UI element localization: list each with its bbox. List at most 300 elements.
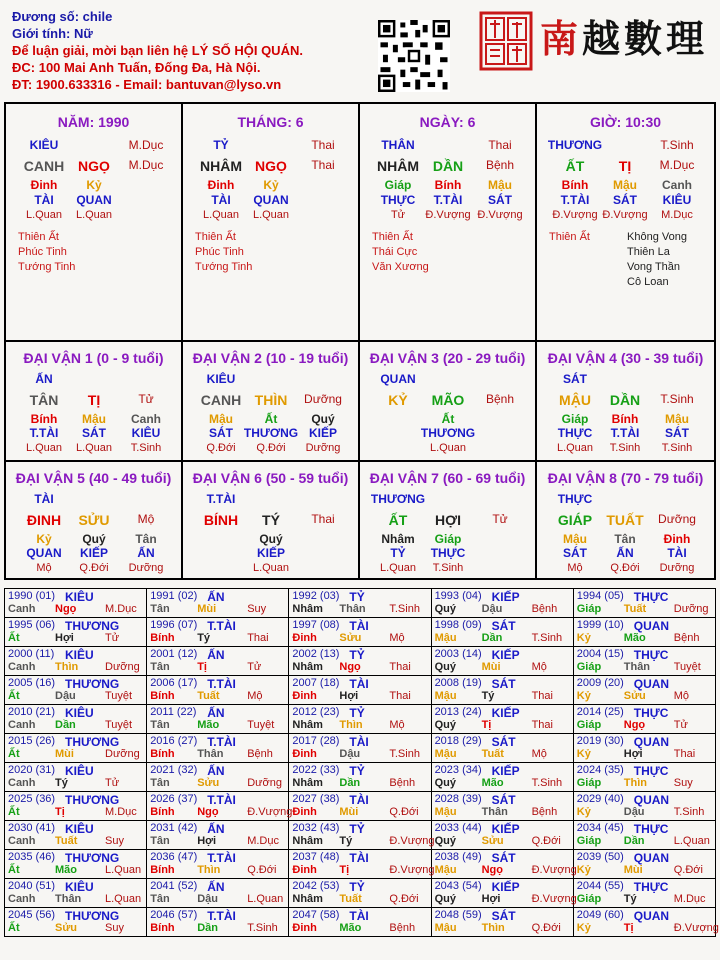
year-label: 2027 (38) xyxy=(292,793,340,805)
year-stem: Đinh xyxy=(292,806,317,818)
year-god: QUAN xyxy=(633,677,670,691)
top-god: THƯƠNG xyxy=(547,138,603,152)
year-god: THỰC xyxy=(633,706,669,720)
dai-van-hidden: Bính xyxy=(611,412,639,426)
year-stage: Dưỡng xyxy=(105,661,140,673)
dai-van-hidden: Tân xyxy=(135,532,157,546)
dai-van-hidden: Nhâm xyxy=(381,532,415,546)
year-cell xyxy=(573,676,715,705)
year-god: KIẾP xyxy=(491,648,520,662)
year-branch: Dần xyxy=(339,777,361,789)
heavenly-stem: ẤT xyxy=(565,158,585,174)
year-stage: Dưỡng xyxy=(105,748,140,760)
year-cell xyxy=(5,676,147,705)
branch-stage: M.Dục xyxy=(659,158,695,172)
dai-van-stem: CANH xyxy=(200,392,242,408)
year-god: THỰC xyxy=(633,880,669,894)
year-branch: Tuất xyxy=(339,893,362,905)
dai-van-god: ẤN xyxy=(35,372,53,386)
pillar-title: NGÀY: 6 xyxy=(419,114,476,130)
year-stage: M.Dục xyxy=(105,806,137,818)
year-row xyxy=(5,821,716,850)
year-label: 2014 (25) xyxy=(576,706,624,718)
year-god: THỰC xyxy=(633,648,669,662)
dai-van-hidden-stage: Q.Đới xyxy=(610,562,640,574)
dai-van-hidden-stage: L.Quan xyxy=(556,442,594,454)
year-god: T.TÀI xyxy=(207,909,236,923)
year-label: 2045 (56) xyxy=(8,909,56,921)
year-god: ẤN xyxy=(207,706,225,720)
year-stage: Mộ xyxy=(247,690,263,702)
dai-van-hidden-stage: T.Sinh xyxy=(609,442,641,454)
hidden-god: T.TÀI xyxy=(560,193,590,207)
year-cell xyxy=(431,763,573,792)
year-god: THƯƠNG xyxy=(65,677,120,691)
dai-van-hidden-stage: T.Sinh xyxy=(661,442,693,454)
hidden-god: QUAN xyxy=(76,193,112,207)
year-stage: Bệnh xyxy=(389,777,416,789)
year-stem: Đinh xyxy=(292,922,317,934)
year-stage: Bệnh xyxy=(389,922,416,934)
dai-van-hidden-stage: T.Sinh xyxy=(432,562,464,574)
dai-van-hidden-god: ẤN xyxy=(137,546,155,560)
year-stage: Mộ xyxy=(673,690,690,702)
year-label: 1999 (10) xyxy=(576,619,624,631)
year-row xyxy=(5,618,716,647)
year-stage: Tử xyxy=(105,632,120,644)
star: Phúc Tinh xyxy=(195,246,244,258)
dai-van-hidden-god: SÁT xyxy=(665,426,689,440)
year-stage: L.Quan xyxy=(247,893,284,905)
year-stage: Tuyệt xyxy=(247,719,275,731)
svg-text:越: 越 xyxy=(582,16,623,61)
year-god: THƯƠNG xyxy=(65,909,120,923)
year-label: 2023 (34) xyxy=(434,764,482,776)
dai-van-hidden: Đinh xyxy=(663,532,691,546)
hidden-stem: Bính xyxy=(434,178,462,192)
year-branch: Thân xyxy=(623,661,651,673)
year-stem: Bính xyxy=(150,806,175,818)
top-god: THÂN xyxy=(381,138,415,152)
year-branch: Dần xyxy=(55,719,76,731)
year-stage: Đ.Vượng xyxy=(531,864,577,876)
hidden-stage: L.Quan xyxy=(252,209,290,221)
dai-van-hidden-god: ẤN xyxy=(616,546,634,560)
year-god: THƯƠNG xyxy=(65,851,120,865)
year-label: 2013 (24) xyxy=(434,706,482,718)
year-branch: Mùi xyxy=(623,864,643,876)
year-branch: Dần xyxy=(481,632,503,644)
dai-van-title: ĐẠI VẬN 1 (0 - 9 tuổi) xyxy=(23,350,164,366)
year-branch: Mùi xyxy=(197,603,217,615)
hidden-stage: Đ.Vượng xyxy=(477,209,523,221)
year-stage: Đ.Vượng xyxy=(389,864,435,876)
year-stage: L.Quan xyxy=(105,893,142,905)
year-stem: Giáp xyxy=(576,835,602,847)
heavenly-stem: CANH xyxy=(23,158,65,174)
dai-van-hidden: Bính xyxy=(30,412,58,426)
dai-van-hidden-stage: Dưỡng xyxy=(305,442,341,454)
dai-van-cell xyxy=(183,462,360,580)
year-branch: Mão xyxy=(623,632,646,644)
year-cell xyxy=(147,792,293,821)
year-stem: Canh xyxy=(8,603,36,615)
year-cell xyxy=(289,879,431,908)
earthly-branch: NGỌ xyxy=(255,158,287,174)
year-cell xyxy=(573,850,715,879)
dai-van-hidden-god: QUAN xyxy=(26,546,62,560)
pillar-cell xyxy=(537,104,714,342)
dai-van-title: ĐẠI VẬN 8 (70 - 79 tuổi) xyxy=(547,470,704,486)
dai-van-hidden-stage: T.Sinh xyxy=(130,442,162,454)
dai-van-branch: DẦN xyxy=(609,392,641,408)
dai-van-hidden-god: KIẾP xyxy=(308,426,337,440)
year-label: 2020 (31) xyxy=(8,764,56,776)
year-stage: Suy xyxy=(673,777,693,789)
year-stage: M.Dục xyxy=(247,835,279,847)
year-god: TỶ xyxy=(349,590,365,604)
year-branch: Dậu xyxy=(339,748,361,760)
year-stage: Q.Đới xyxy=(673,864,703,876)
year-god: TỶ xyxy=(349,764,365,778)
year-branch: Mão xyxy=(55,864,77,876)
year-cell xyxy=(289,792,431,821)
year-god: KIÊU xyxy=(65,764,94,778)
year-row xyxy=(5,589,716,618)
year-stem: Nhâm xyxy=(292,603,323,615)
extra-star: Cô Loan xyxy=(627,276,669,288)
extra-star: Thiên La xyxy=(627,246,670,258)
dai-van-hidden: Tân xyxy=(614,532,636,546)
year-god: KIÊU xyxy=(65,880,94,894)
year-branch: Mão xyxy=(481,777,504,789)
year-label: 2002 (13) xyxy=(292,648,340,660)
year-god: T.TÀI xyxy=(207,735,236,749)
year-cell xyxy=(431,734,573,763)
hidden-god: THỰC xyxy=(380,193,416,207)
year-stem: Giáp xyxy=(576,893,602,905)
dai-van-hidden-stage: L.Quan xyxy=(379,562,417,574)
year-cell xyxy=(573,908,719,937)
year-stem: Quý xyxy=(434,661,456,673)
year-branch: Tý xyxy=(55,777,68,789)
branch-stage: Bệnh xyxy=(485,158,515,172)
dai-van-branch: MÃO xyxy=(431,392,465,408)
dai-van-cell xyxy=(360,462,537,580)
year-stem: Kỷ xyxy=(576,806,591,818)
year-stem: Mậu xyxy=(434,632,457,644)
year-stem: Canh xyxy=(8,835,36,847)
year-god: THƯƠNG xyxy=(65,793,120,807)
year-god: TÀI xyxy=(349,735,369,749)
dai-van-cell xyxy=(183,342,360,462)
star: Tướng Tinh xyxy=(18,261,76,273)
year-stem: Đinh xyxy=(292,632,317,644)
year-stem: Bính xyxy=(150,922,175,934)
year-cell xyxy=(289,647,431,676)
dai-van-stage: Dưỡng xyxy=(658,512,696,526)
year-branch: Ngọ xyxy=(55,603,77,615)
year-stage: Suy xyxy=(105,835,124,847)
year-cell xyxy=(147,763,289,792)
dai-van-hidden-god: SÁT xyxy=(82,426,106,440)
year-branch: Thân xyxy=(197,748,224,760)
year-god: TÀI xyxy=(349,909,369,923)
dai-van-cell xyxy=(537,342,714,462)
dai-van-title: ĐẠI VẬN 7 (60 - 69 tuổi) xyxy=(369,470,526,486)
year-cell xyxy=(5,705,147,734)
year-god: QUAN xyxy=(633,909,670,923)
year-stem: Nhâm xyxy=(292,661,323,673)
year-label: 2039 (50) xyxy=(576,851,624,863)
year-cell xyxy=(147,908,289,937)
year-stage: Mộ xyxy=(531,748,547,760)
year-cell xyxy=(431,589,573,618)
year-stem: Đinh xyxy=(292,690,317,702)
year-stage: Dưỡng xyxy=(247,777,282,789)
year-cell xyxy=(5,647,147,676)
dai-van-cell xyxy=(6,342,183,462)
year-branch: Mùi xyxy=(481,661,501,673)
dai-van-branch: THÌN xyxy=(254,392,288,408)
year-cell xyxy=(289,850,435,879)
top-god: KIÊU xyxy=(29,138,59,152)
year-god: THƯƠNG xyxy=(65,619,120,633)
dai-van-hidden-god: SÁT xyxy=(563,546,587,560)
year-stage: Thai xyxy=(389,690,411,702)
year-stem: Kỷ xyxy=(576,748,591,760)
year-branch: Ngọ xyxy=(339,661,361,673)
year-branch: Tuất xyxy=(623,603,647,615)
dai-van-title: ĐẠI VẬN 2 (10 - 19 tuổi) xyxy=(192,350,349,366)
dai-van-god: QUAN xyxy=(380,372,416,386)
year-label: 2036 (47) xyxy=(150,851,198,863)
year-cell xyxy=(5,879,147,908)
year-stem: Mậu xyxy=(434,922,457,934)
year-cell xyxy=(573,763,715,792)
year-stem: Quý xyxy=(434,893,456,905)
year-stage: T.Sinh xyxy=(389,603,420,615)
year-label: 2035 (46) xyxy=(8,851,56,863)
year-label: 2022 (33) xyxy=(292,764,340,776)
year-cell xyxy=(147,821,289,850)
year-cell xyxy=(5,792,147,821)
year-stage: T.Sinh xyxy=(673,806,705,818)
dai-van-cell xyxy=(6,462,183,580)
dai-van-god: TÀI xyxy=(34,492,54,506)
year-stem: Quý xyxy=(434,719,456,731)
year-stage: T.Sinh xyxy=(531,777,563,789)
year-branch: Thân xyxy=(339,603,366,615)
year-stem: Nhâm xyxy=(292,835,323,847)
year-stage: M.Dục xyxy=(105,603,137,615)
year-cell xyxy=(431,821,573,850)
year-stage: Thai xyxy=(673,748,696,760)
year-label: 2006 (17) xyxy=(150,677,198,689)
year-stem: Ất xyxy=(8,806,20,818)
year-stem: Kỷ xyxy=(576,690,591,702)
year-branch: Tuất xyxy=(55,835,78,847)
year-god: T.TÀI xyxy=(207,793,236,807)
year-row xyxy=(5,792,716,821)
dai-van-title: ĐẠI VẬN 5 (40 - 49 tuổi) xyxy=(15,470,172,486)
dai-van-branch: SỬU xyxy=(78,512,110,528)
year-branch: Hợi xyxy=(481,893,501,905)
dai-van-stem: KỶ xyxy=(388,392,408,408)
dai-van-hidden: Mậu xyxy=(82,412,106,426)
year-branch: Thìn xyxy=(55,661,79,673)
branch-stage: Thai xyxy=(311,158,335,172)
year-stem: Canh xyxy=(8,777,36,789)
year-cell xyxy=(289,589,431,618)
dai-van-hidden: Kỷ xyxy=(36,532,52,546)
dai-van-hidden-god: KIẾP xyxy=(256,546,285,560)
year-row xyxy=(5,763,716,792)
dai-van-hidden: Quý xyxy=(311,412,335,426)
year-stem: Mậu xyxy=(434,864,457,876)
year-branch: Hợi xyxy=(55,632,74,644)
year-stage: T.Sinh xyxy=(389,748,420,760)
hidden-god: QUAN xyxy=(253,193,289,207)
year-branch: Dậu xyxy=(55,690,76,702)
year-stem: Kỷ xyxy=(576,632,591,644)
dai-van-stage: Tử xyxy=(138,392,154,406)
year-god: KIÊU xyxy=(65,706,94,720)
heavenly-stem: NHÂM xyxy=(200,158,242,174)
year-label: 1997 (08) xyxy=(292,619,340,631)
year-stage: Thai xyxy=(531,690,553,702)
star: Thiên Ất xyxy=(18,231,59,243)
year-god: SÁT xyxy=(491,909,516,923)
heavenly-stem: NHÂM xyxy=(377,158,419,174)
year-stem: Bính xyxy=(150,864,175,876)
year-branch: Tị xyxy=(623,922,634,934)
year-label: 2044 (55) xyxy=(576,880,624,892)
year-stage: Tử xyxy=(105,777,120,789)
year-branch: Mùi xyxy=(339,806,359,818)
dai-van-branch: TÝ xyxy=(262,512,280,528)
phone-email-line: ĐT: 1900.633316 - Email: bantuvan@lyso.vn xyxy=(12,77,282,92)
dai-van-hidden: Giáp xyxy=(561,412,589,426)
year-cell xyxy=(5,734,147,763)
svg-text:南: 南 xyxy=(540,16,581,61)
year-branch: Tý xyxy=(623,893,637,905)
year-stage: M.Dục xyxy=(673,893,706,905)
year-branch: Hợi xyxy=(339,690,359,702)
year-row xyxy=(5,850,716,879)
year-branch: Tị xyxy=(55,806,65,818)
year-cell xyxy=(289,618,431,647)
hidden-god: SÁT xyxy=(488,193,512,207)
dai-van-hidden: Ất xyxy=(264,412,278,426)
hidden-stem: Đinh xyxy=(30,178,58,192)
dai-van-god: THỰC xyxy=(557,492,593,506)
year-label: 1995 (06) xyxy=(8,619,56,631)
year-cell xyxy=(5,908,147,937)
year-stage: Đ.Vượng xyxy=(531,893,577,905)
top-god: TỶ xyxy=(213,138,229,152)
year-stage: Bệnh xyxy=(247,748,273,760)
year-cell xyxy=(431,850,577,879)
year-label: 2040 (51) xyxy=(8,880,56,892)
year-stem: Bính xyxy=(150,690,175,702)
year-stem: Bính xyxy=(150,632,175,644)
year-branch: Tý xyxy=(339,835,353,847)
dai-van-branch: TỊ xyxy=(87,392,101,408)
year-cell xyxy=(431,618,573,647)
year-branch: Ngọ xyxy=(481,864,503,876)
hidden-god: KIÊU xyxy=(662,193,692,207)
star: Tướng Tinh xyxy=(195,261,253,273)
year-stage: Q.Đới xyxy=(531,835,561,847)
pillar-cell xyxy=(6,104,183,342)
hidden-stage: Đ.Vượng xyxy=(602,209,648,221)
dai-van-god: SÁT xyxy=(563,372,587,386)
hidden-stem: Kỷ xyxy=(263,178,279,192)
year-god: THỰC xyxy=(633,764,669,778)
year-stem: Tân xyxy=(150,893,170,905)
dai-van-branch: HỢI xyxy=(435,512,461,528)
hidden-god: SÁT xyxy=(613,193,637,207)
year-label: 2032 (43) xyxy=(292,822,340,834)
year-stage: Đ.Vượng xyxy=(247,806,293,818)
dai-van-hidden-stage: L.Quan xyxy=(25,442,63,454)
hidden-stage: L.Quan xyxy=(75,209,113,221)
top-stage: Thai xyxy=(311,138,335,152)
year-branch: Tị xyxy=(481,719,492,731)
year-cell xyxy=(147,850,289,879)
dai-van-hidden-stage: Mộ xyxy=(36,562,52,574)
branch-stage: M.Dục xyxy=(128,158,164,172)
year-god: T.TÀI xyxy=(207,851,236,865)
year-stage: Suy xyxy=(105,922,124,934)
year-god: KIẾP xyxy=(491,706,520,720)
dai-van-cell xyxy=(360,342,537,462)
year-branch: Tý xyxy=(481,690,495,702)
year-label: 2030 (41) xyxy=(8,822,56,834)
year-label: 1992 (03) xyxy=(292,590,340,602)
year-label: 2047 (58) xyxy=(292,909,340,921)
year-stem: Canh xyxy=(8,719,36,731)
year-stem: Ất xyxy=(8,922,20,934)
year-branch: Ngọ xyxy=(197,806,219,818)
year-stage: Tuyệt xyxy=(105,690,133,702)
year-god: TÀI xyxy=(349,851,369,865)
year-label: 2008 (19) xyxy=(434,677,482,689)
year-label: 1993 (04) xyxy=(434,590,482,602)
extra-star: Không Vong xyxy=(627,231,687,243)
year-row xyxy=(5,734,716,763)
year-cell xyxy=(289,676,431,705)
hidden-stage: Tử xyxy=(390,209,406,221)
year-god: T.TÀI xyxy=(207,619,236,633)
year-branch: Dần xyxy=(623,835,645,847)
year-branch: Hợi xyxy=(197,835,217,847)
hidden-stem: Mậu xyxy=(488,178,512,192)
year-stem: Tân xyxy=(150,603,170,615)
year-row xyxy=(5,676,716,705)
year-stage: Mộ xyxy=(389,632,405,644)
year-cell xyxy=(573,705,715,734)
dai-van-stem: MẬU xyxy=(559,392,591,408)
year-stage: Suy xyxy=(247,603,267,615)
year-cell xyxy=(431,908,573,937)
dai-van-title: ĐẠI VẬN 4 (30 - 39 tuổi) xyxy=(547,350,704,366)
year-branch: Sửu xyxy=(197,777,220,789)
dai-van-hidden-god: SÁT xyxy=(209,426,233,440)
year-branch: Thìn xyxy=(623,777,647,789)
gender-label: Giới tính: xyxy=(12,26,71,41)
